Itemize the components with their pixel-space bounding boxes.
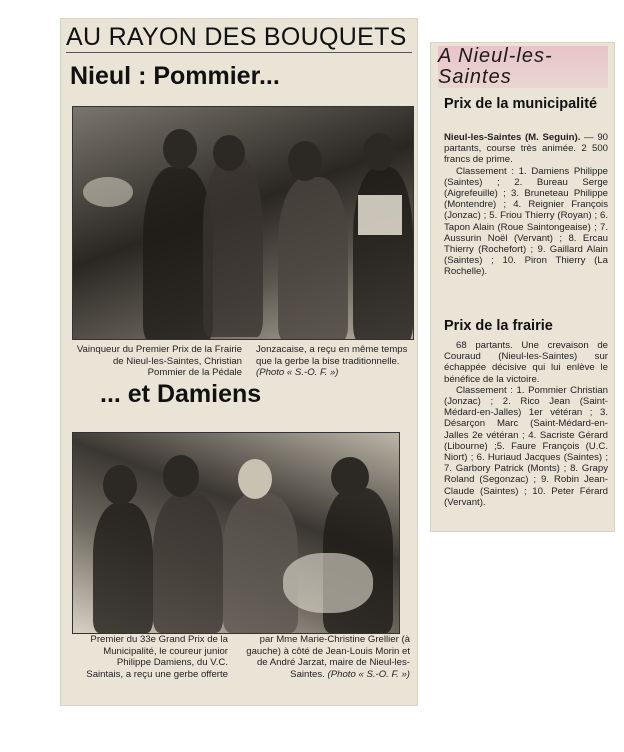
prix-frairie-heading: Prix de la frairie	[444, 318, 553, 334]
left-newspaper-clipping	[60, 18, 418, 706]
caption-2-credit: (Photo « S.-O. F. »)	[327, 668, 410, 680]
caption-1-column-1: Vainqueur du Premier Prix de la Frairie de Nieul-les-Saintes, Christian Pommier de la Pédale	[76, 344, 242, 378]
right-newspaper-clipping	[430, 42, 615, 532]
headline-pommier: Nieul : Pommier...	[70, 62, 280, 90]
caption-1-column-2	[256, 344, 410, 379]
caption-1-credit: (Photo « S.-O. F. »)	[256, 367, 339, 378]
caption-2-column-1: Premier du 33e Grand Prix de la Municipalité, le coureur junior Philippe Damiens, du V.C. Saintais, a reçu une gerbe offerte	[86, 634, 228, 680]
prix-frairie-text	[444, 340, 608, 508]
prix-municipalite-body: — 90 partants, course très animée. 2 500 francs de prime.	[444, 132, 608, 166]
caption-2-text: par Mme Marie-Christine Grellier (à gauche) à côté de Jean-Louis Morin et de André Jarzat, maire de Nieul-les-Saintes.	[246, 634, 410, 680]
prix-municipalite-heading: Prix de la municipalité	[444, 96, 598, 112]
prix-frairie-body: 68 partants. Une crevaison de Couraud (Nieul-les-Saintes) sur échappée décisive qui lui enlève le bénéfice de la victoire.	[444, 340, 608, 385]
caption-2-column-2	[238, 634, 410, 680]
clipping-title: A Nieul-les-Saintes	[438, 46, 608, 88]
prix-municipalite-ranking: Classement : 1. Damiens Philippe (Saintes) ; 2. Bureau Serge (Aigrefeuille) ; 3. Bruneteau Philippe (Montendre) ; 4. Reignier François (Jonzac) ; 5. Friou Thierry (Royan) ; 6. Tapon Alain (Roue Saintongeaise) ; 7. Aussurin Noël (Vervant) ; 8. Ercau Thierry (Rochefort) ; 9. Gaillard Alain (Saintes) ; 10. Piron Thierry (La Rochelle).	[444, 165, 608, 278]
prix-frairie-ranking: Classement : 1. Pommier Christian (Jonzac) ; 2. Rico Jean (Saint-Médard-en-Jalles) 1er vétéran ; 3. Désarçon Marc (Saint-Médard-en-Jalles 2e vétéran ; 4. Sacriste Gérard (Libourne) ;5. Faure François (U.C. Niort) ; 6. Huriaud Jacques (Saintes) ; 7. Garbory Patrick (Monts) ; 8. Grapy Roland (Segonzac) ; 9. Robin Jean-Claude (Saintes) ; 10. Peter Férard (Vervant).	[444, 384, 608, 508]
headline-damiens: ... et Damiens	[100, 380, 262, 408]
banner-title: AU RAYON DES BOUQUETS	[66, 22, 412, 53]
prix-municipalite-lead: Nieul-les-Saintes (M. Seguin).	[444, 132, 581, 143]
caption-1-text: Jonzacaise, a reçu en même temps que la gerbe la bise traditionnelle.	[256, 344, 408, 367]
photo-damiens-ceremony	[72, 432, 400, 634]
photo-pommier-podium	[72, 106, 414, 340]
prix-municipalite-text	[444, 132, 608, 278]
